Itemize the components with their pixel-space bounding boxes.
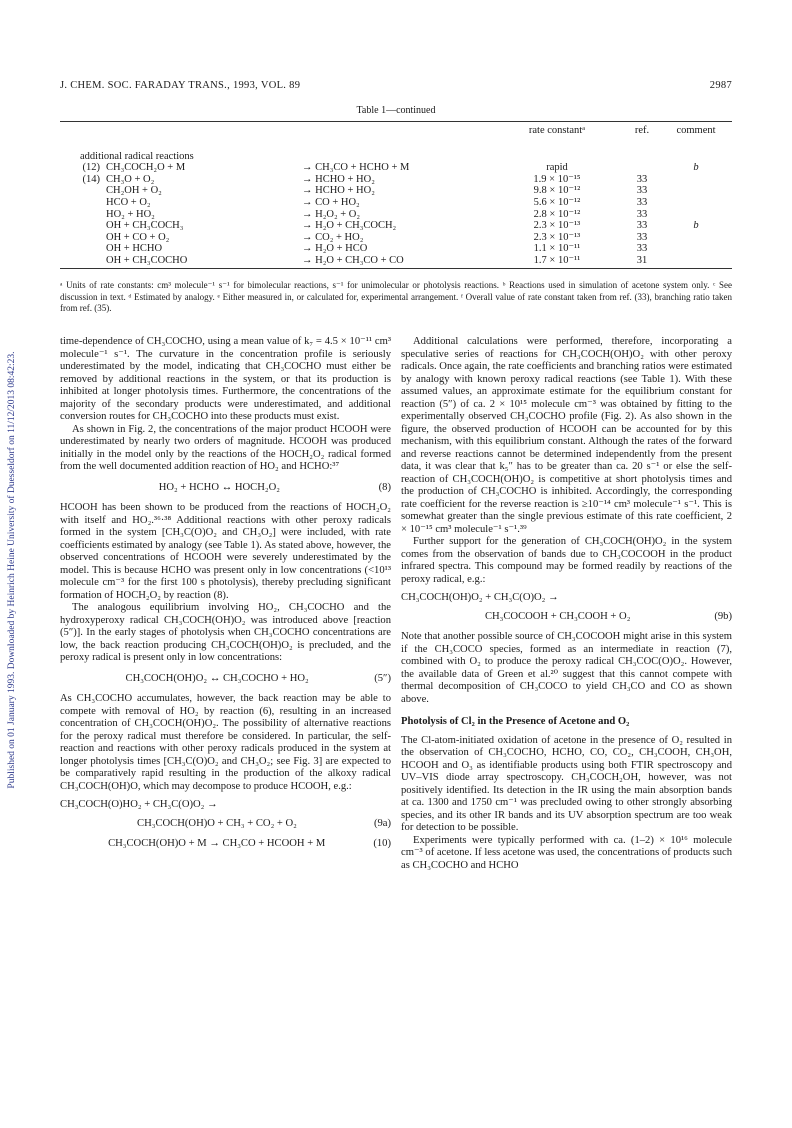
- table-cell: HO₂ + HO₂: [106, 208, 155, 220]
- table-row: [68, 197, 730, 209]
- paragraph: As CH₃COCHO accumulates, however, the back reaction may be able to compete with removal of HO₂ by reaction (6), resulting in an increased concentration of CH₃COCH(OH)O₂. The possibility of alternative reactions for the peroxy radical must therefore be considered. In particular, the self-reaction and reactions with other peroxy radicals produced in the system at longer photolysis times [CH₃C(O)O₂ and CH₃O₂; see Fig. 3] are expected to be comparatively rapid resulting in the production of the alkoxy radical CH₃COCH(OH)O, which may decompose to produce HCOOH, e.g.:: [60, 693, 391, 792]
- table-cell: 1.9 × 10⁻¹⁵: [533, 173, 581, 185]
- table-cell: [662, 174, 730, 186]
- equation-9b-line2: CH₃COCOOH + CH₃COOH + O₂ (9b): [484, 610, 732, 622]
- table-cell: b: [693, 162, 699, 174]
- table-top-rule: [60, 121, 732, 122]
- table-cell: b: [693, 220, 699, 232]
- table-cell: [68, 255, 106, 267]
- table-cell: (12): [82, 162, 100, 174]
- table-cell: 31: [636, 254, 648, 266]
- table-cell: OH + CO + O₂: [106, 231, 170, 243]
- table-cell: OH + HCHO: [106, 243, 163, 255]
- paragraph: The analogous equilibrium involving HO₂, CH₃COCHO and the hydroxyperoxy radical CH₃COCH(OH)O₂ was introduced above [reaction (5″)]. In the early stages of photolysis when CH₃COCHO concentrations are low, the back reaction producing CH₃COCH(OH)O₂ is precluded, and the peroxy radical is present only in low concentrations:: [60, 602, 391, 663]
- table-cell: 33: [636, 196, 648, 208]
- table-cell: CH₃O + O₂: [106, 173, 155, 185]
- journal-title: J. CHEM. SOC. FARADAY TRANS., 1993, VOL. 89: [60, 80, 301, 91]
- table-cell: [662, 243, 730, 255]
- table-cell: 33: [636, 208, 648, 220]
- table-cell: [68, 185, 106, 197]
- table-cell: → CH₃CO + HCHO + M: [302, 162, 410, 174]
- table-cell: 9.8 × 10⁻¹²: [533, 185, 581, 197]
- table-cell: [662, 185, 730, 197]
- table-cell: OH + CH₃COCH₃: [106, 220, 184, 232]
- table-cell: [662, 255, 730, 267]
- table-cell: (14): [82, 173, 100, 185]
- table-row: [68, 209, 730, 221]
- table-cell: 33: [636, 243, 648, 255]
- paragraph: Additional calculations were performed, therefore, incorporating a speculative series of reactions for CH₃COCH(OH)O₂ with other peroxy radicals. Once again, the rate coefficients and branching ratios were estimated by analogy with known peroxy radical reactions (see Table 1). With these assumed values, an approximate estimate for the equilibrium constant for reaction (5″) of ca. 2 × 10¹⁵ molecule cm⁻³ was obtained by fitting to the experimentally observed CH₃COCHO profile (Fig. 2). As also shown in the figure, the observed production of HCOOH can be accounted for by this mechanism, with this equilibrium constant. Although the rates of the forward and reverse reactions cannot be determined independently from the present data, it was clear that k₅″ has to be greater than ca. 20 s⁻¹ or else the self-reaction of CH₃COCH(OH)O₂ is competitive at short photolysis times and the production of CH₃COCHO is inhibited. Accordingly, the corresponding rate coefficient for the reverse reaction is ≥10⁻¹⁴ cm³ molecule⁻¹ s⁻¹. This is somewhat greater than the single previous estimate of this rate coefficient, 2 × 10⁻¹⁵ cm³ molecule⁻¹ s⁻¹.³⁹: [401, 336, 732, 535]
- equation-9a-line1: CH₃COCH(O)HO₂ + CH₃C(O)O₂ →: [60, 799, 218, 810]
- table-row: [68, 162, 730, 174]
- table-cell: [662, 197, 730, 209]
- col-ref: ref.: [634, 125, 650, 136]
- col-rate-constant: rate constantᵃ: [528, 125, 586, 136]
- table-cell: 33: [636, 185, 648, 197]
- left-column: [60, 336, 391, 859]
- table-cell: [68, 232, 106, 244]
- table-cell: [662, 232, 730, 244]
- table-cell: → CO₂ + HO₂: [302, 231, 364, 243]
- table-cell: [68, 197, 106, 209]
- table-row: [68, 243, 730, 255]
- table-cell: 1.1 × 10⁻¹¹: [533, 243, 581, 255]
- table-cell: 33: [636, 231, 648, 243]
- equation-9b-line1: CH₃COCH(OH)O₂ + CH₃C(O)O₂ →: [401, 592, 559, 603]
- table-cell: CH₂OH + O₂: [106, 185, 162, 197]
- table-row: [68, 255, 730, 267]
- reaction-table: [68, 125, 730, 267]
- table-cell: 33: [636, 220, 648, 232]
- table-cell: [68, 243, 106, 255]
- section-heading: Photolysis of Cl₂ in the Presence of Acetone and O₂: [401, 716, 630, 727]
- paragraph: Experiments were typically performed with ca. (1–2) × 10¹⁶ molecule cm⁻³ of acetone. If less acetone was used, the concentrations of products such as CH₃COCHO and HCHO: [401, 834, 732, 871]
- download-notice[interactable]: Published on 01 January 1993. Downloaded by Heinrich Heine University of Duesseldorf on 11/12/2013 08:42:23.: [7, 351, 17, 789]
- table-cell: 33: [636, 173, 648, 185]
- right-column: [401, 336, 732, 872]
- equation-5: CH₃COCH(OH)O₂ ↔ CH₃COCHO + HO₂ (5″): [125, 672, 391, 684]
- page-number: 2987: [709, 80, 732, 91]
- table-cell: [662, 209, 730, 221]
- table-cell: 2.8 × 10⁻¹²: [533, 208, 581, 220]
- table-cell: → CO + HO₂: [302, 196, 360, 208]
- table-row: [68, 232, 730, 244]
- table-cell: → H₂O + HCO: [302, 243, 368, 255]
- table-cell: → H₂O + CH₃CO + CO: [302, 254, 404, 266]
- table-cell: 2.3 × 10⁻¹³: [533, 220, 581, 232]
- table-cell: [68, 209, 106, 221]
- equation-8: HO₂ + HCHO ↔ HOCH₂O₂ (8): [158, 481, 391, 493]
- table-bottom-rule: [60, 268, 732, 269]
- table-header-row: [68, 125, 730, 137]
- equation-9a-line2: CH₃COCH(OH)O + CH₃ + CO₂ + O₂ (9a): [137, 817, 391, 829]
- table-cell: rapid: [546, 162, 568, 174]
- table-cell: [68, 220, 106, 232]
- paragraph: The Cl-atom-initiated oxidation of acetone in the presence of O₂ resulted in the observation of CH₃COCHO, HCHO, CO, CO₂, CH₃COOH, CH₃OH, HCOOH and O₃ as identifiable products using both FTIR spectroscopy and UV–VIS diode array spectroscopy. CH₃COCH₂OH, however, was not positively identified. Its detection in the IR using the main absorption bands at ca. 1300 and 1750 cm⁻¹ was precluded owing to other strongly absorbing species, and its other IR bands and its UV absorption spectrum are too weak for detection to be possible.: [401, 734, 732, 833]
- table-cell: 5.6 × 10⁻¹²: [533, 196, 581, 208]
- equation-10: CH₃COCH(OH)O + M → CH₃CO + HCOOH + M (10): [108, 838, 391, 849]
- table-row: [68, 220, 730, 232]
- paragraph: Note that another possible source of CH₃COCOOH might arise in this system if the CH₃COCO species, formed as an intermediate in reaction (7), combined with O₂ to produce the peroxy radical CH₃COC(O)O₂. However, the available data of Green et al.²⁰ suggest that this cannot compete with thermal decomposition of CH₃COCO to yield CH₃CO and CO as shown above.: [401, 631, 732, 705]
- table-cell: → H₂O₂ + O₂: [302, 208, 361, 220]
- table-cell: OH + CH₃COCHO: [106, 254, 188, 266]
- table-caption: Table 1—continued: [356, 105, 436, 116]
- table-cell: [622, 162, 662, 174]
- table-section-row: [68, 151, 730, 163]
- table-row: [68, 174, 730, 186]
- paragraph: As shown in Fig. 2, the concentrations of the major product HCOOH were underestimated by nearly two orders of magnitude. HCOOH was produced initially in the model only by the reactions of the HOCH₂O₂ radical formed from the well documented addition reaction of HO₂ and HCHO:³⁷: [60, 423, 391, 472]
- table-cell: → H₂O + CH₃COCH₂: [302, 220, 397, 232]
- table-cell: → HCHO + HO₂: [302, 185, 375, 197]
- table-footnote: ᵃ Units of rate constants: cm³ molecule⁻¹ s⁻¹ for bimolecular reactions, s⁻¹ for unimolecular or photolysis reactions. ᵇ Reactions used in simulation of acetone system only. ᶜ See discussion in text. ᵈ Estimated by analogy. ᵉ Either measured in, or calculated for, experimental arrangement. ᶠ Overall value of rate constant taken from ref. (33), branching ratio taken from ref. (35).: [60, 280, 732, 313]
- paragraph: Further support for the generation of CH₃COCH(OH)O₂ in the system comes from the observation of bands due to CH₃COCOOH in the product infrared spectra. This compound may be formed readily by reactions of the peroxy radical, e.g.:: [401, 536, 732, 585]
- table-cell: HCO + O₂: [106, 196, 151, 208]
- table-cell: CH₃COCH₂O + M: [106, 162, 186, 174]
- paragraph: HCOOH has been shown to be produced from the reactions of HOCH₂O₂ with itself and HO₂.³⁶·³⁸ Additional reactions with other peroxy radicals formed in the system [CH₃C(O)O₂ and CH₃O₂] were included, with rate coefficients estimated by analogy (see Table 1). As stated above, however, the observed concentrations of HCOOH were severely underestimated by the model. This is because HCHO was present only in low concentrations (<10¹³ molecule cm⁻³ for the first 100 s photolysis), thereby precluding significant formation of HOCH₂O₂ by reaction (8).: [60, 502, 391, 601]
- paragraph: time-dependence of CH₃COCHO, using a mean value of k₇ = 4.5 × 10⁻¹¹ cm³ molecule⁻¹ s⁻¹. The curvature in the concentration profile is seriously underestimated by the model, indicating that CH₃COCHO must either be removed by additional reactions in the system, or that its production is inhibited at longer photolysis times. Furthermore, the concentrations of the majority of the secondary products were underestimated, and additional conversion routes for CH₃COCHO into these products must exist.: [60, 336, 391, 422]
- table-cell: → HCHO + HO₂: [302, 173, 375, 185]
- table-cell: 1.7 × 10⁻¹¹: [533, 254, 581, 266]
- col-comment: comment: [676, 125, 716, 136]
- table-cell: 2.3 × 10⁻¹³: [533, 231, 581, 243]
- section-label: additional radical reactions: [80, 150, 194, 162]
- table-row: [68, 185, 730, 197]
